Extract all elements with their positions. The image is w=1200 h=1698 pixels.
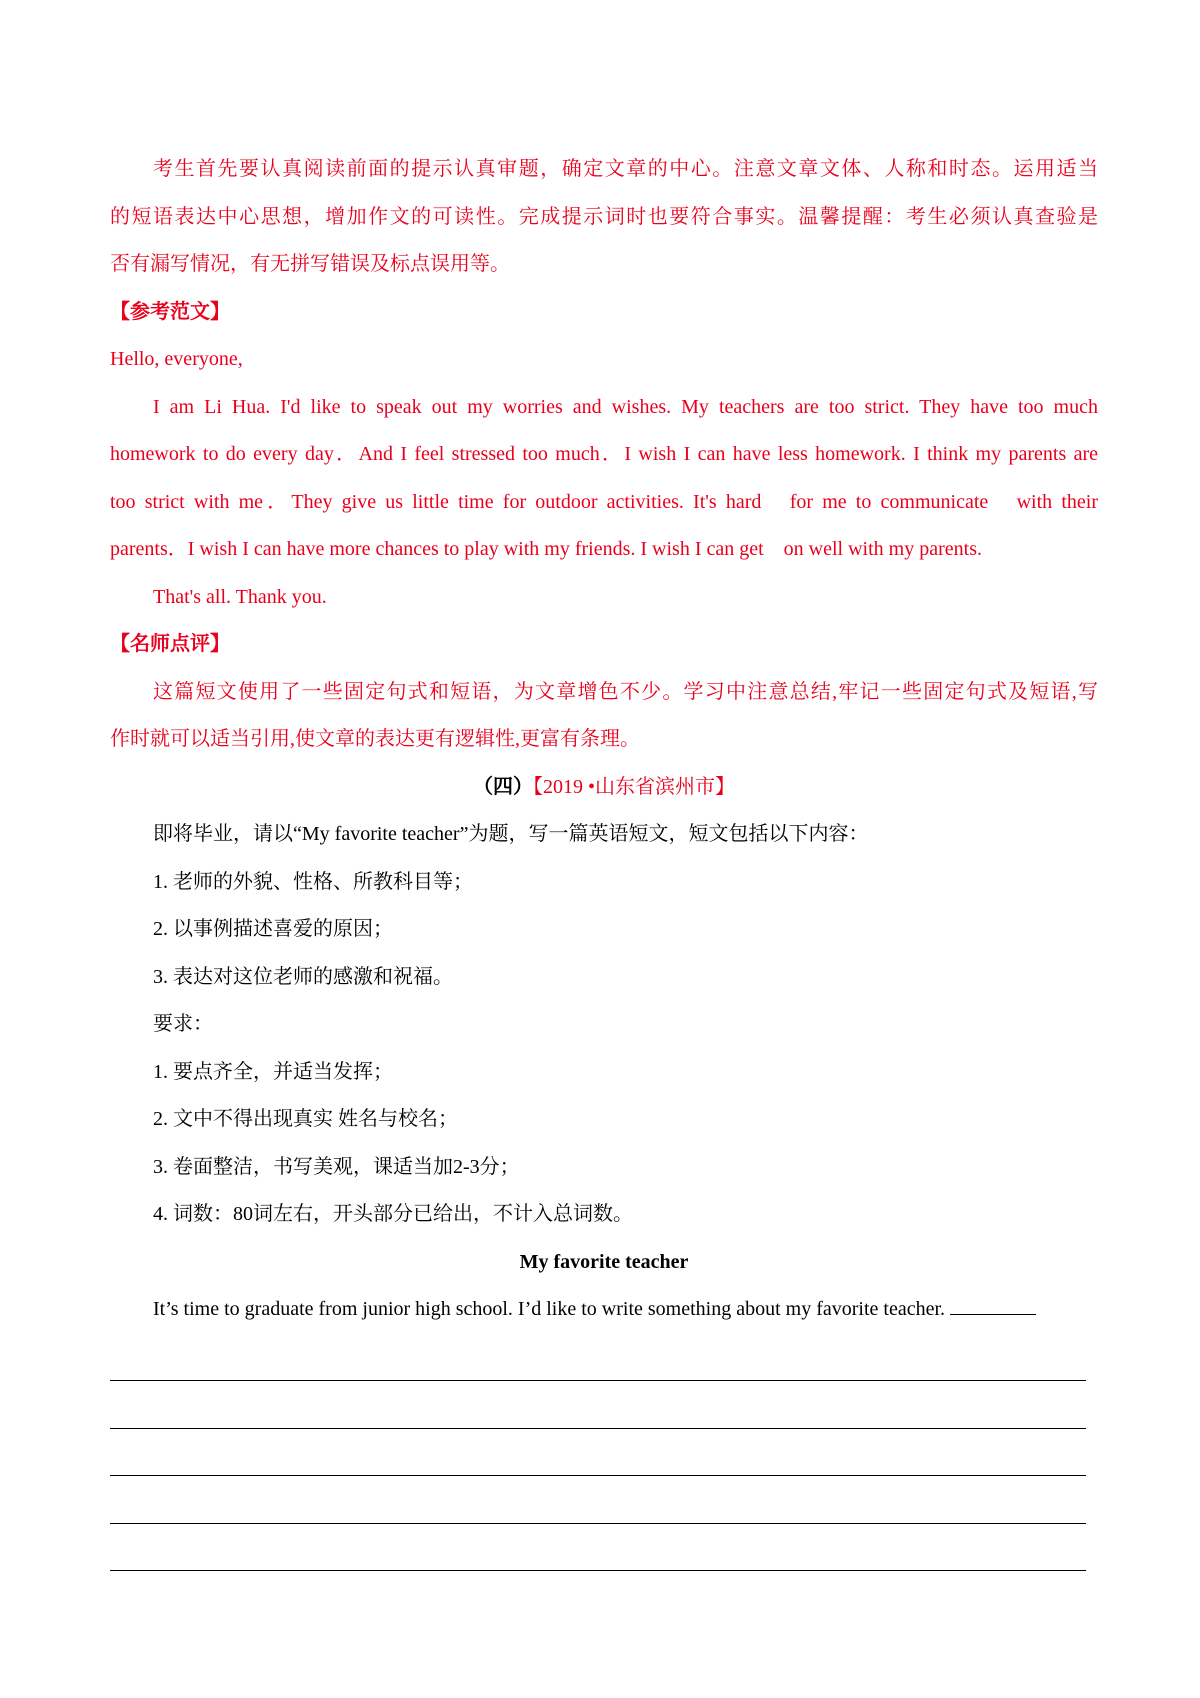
- analysis-paragraph: [110, 146, 1098, 289]
- sample-line: I am Li Hua. I'd like to speak out my worries and wishes. My teachers are too strict. They have too much: [153, 395, 1098, 418]
- task-heading: [110, 764, 1098, 812]
- analysis-line: 的短语表达中心思想，增加作文的可读性。完成提示词时也要符合事实。温馨提醒：考生必须认真查验是: [110, 205, 1098, 228]
- sample-heading: 【参考范文】: [110, 300, 230, 323]
- comment-line: 作时就可以适当引用,使文章的表达更有逻辑性,更富有条理。: [110, 728, 640, 750]
- answer-line[interactable]: [110, 1429, 1086, 1477]
- sample-line: too strict with me．They give us little time for outdoor activities. It's hard for me to communicate with their: [110, 490, 1098, 513]
- sample-essay: [110, 336, 1098, 621]
- answer-lines: [110, 1334, 1098, 1572]
- sample-line: homework to do every day．And I feel stressed too much．I wish I can have less homework. I think my parents are: [110, 443, 1098, 465]
- answer-line[interactable]: [110, 1334, 1086, 1382]
- essay-title: My favorite teacher: [519, 1250, 689, 1273]
- comment-line: 这篇短文使用了一些固定句式和短语，为文章增色不少。学习中注意总结,牢记一些固定句式及短语,写: [153, 680, 1098, 703]
- requirement-item: 1. 要点齐全，并适当发挥；: [153, 1060, 393, 1083]
- comment-paragraph: [110, 669, 1098, 764]
- task-source: 【2019 •山东省滨州市】: [532, 775, 735, 798]
- requirement-item: 4. 词数：80词左右，开头部分已给出，不计入总词数。: [153, 1203, 633, 1225]
- sample-greeting: Hello, everyone,: [110, 348, 243, 370]
- task-prompt: 即将毕业，请以“My favorite teacher”为题，写一篇英语短文，短文包括以下内容：: [153, 823, 869, 845]
- comment-heading: 【名师点评】: [110, 633, 230, 655]
- essay-opening: It’s time to graduate from junior high school. I’d like to write something about my favorite teacher.: [153, 1298, 951, 1320]
- task-point: 1. 老师的外貌、性格、所教科目等；: [153, 870, 473, 893]
- requirement-item: 3. 卷面整洁，书写美观，课适当加2-3分；: [153, 1155, 520, 1178]
- task-point: 3. 表达对这位老师的感激和祝福。: [153, 965, 453, 988]
- answer-blank[interactable]: [950, 1298, 1036, 1315]
- requirement-item: 2. 文中不得出现真实 姓名与校名；: [153, 1108, 458, 1130]
- requirements-label: 要求：: [153, 1013, 213, 1035]
- essay-opening-line: [110, 1286, 1098, 1334]
- task-number: （四）: [472, 775, 533, 798]
- sample-line: parents．I wish I can have more chances to play with my friends. I wish I can get on well with my parents.: [110, 538, 982, 560]
- requirements-list: [110, 1049, 1098, 1239]
- sample-closing: That's all. Thank you.: [153, 585, 327, 608]
- answer-line[interactable]: [110, 1476, 1086, 1524]
- analysis-line: 考生首先要认真阅读前面的提示认真审题，确定文章的中心。注意文章文体、人称和时态。运用适当: [153, 158, 1098, 180]
- task-point: 2. 以事例描述喜爱的原因；: [153, 918, 393, 940]
- answer-line[interactable]: [110, 1524, 1086, 1572]
- analysis-line: 否有漏写情况，有无拼写错误及标点误用等。: [110, 253, 510, 275]
- answer-line[interactable]: [110, 1381, 1086, 1429]
- document-page: [110, 146, 1098, 1571]
- task-points: [110, 859, 1098, 1002]
